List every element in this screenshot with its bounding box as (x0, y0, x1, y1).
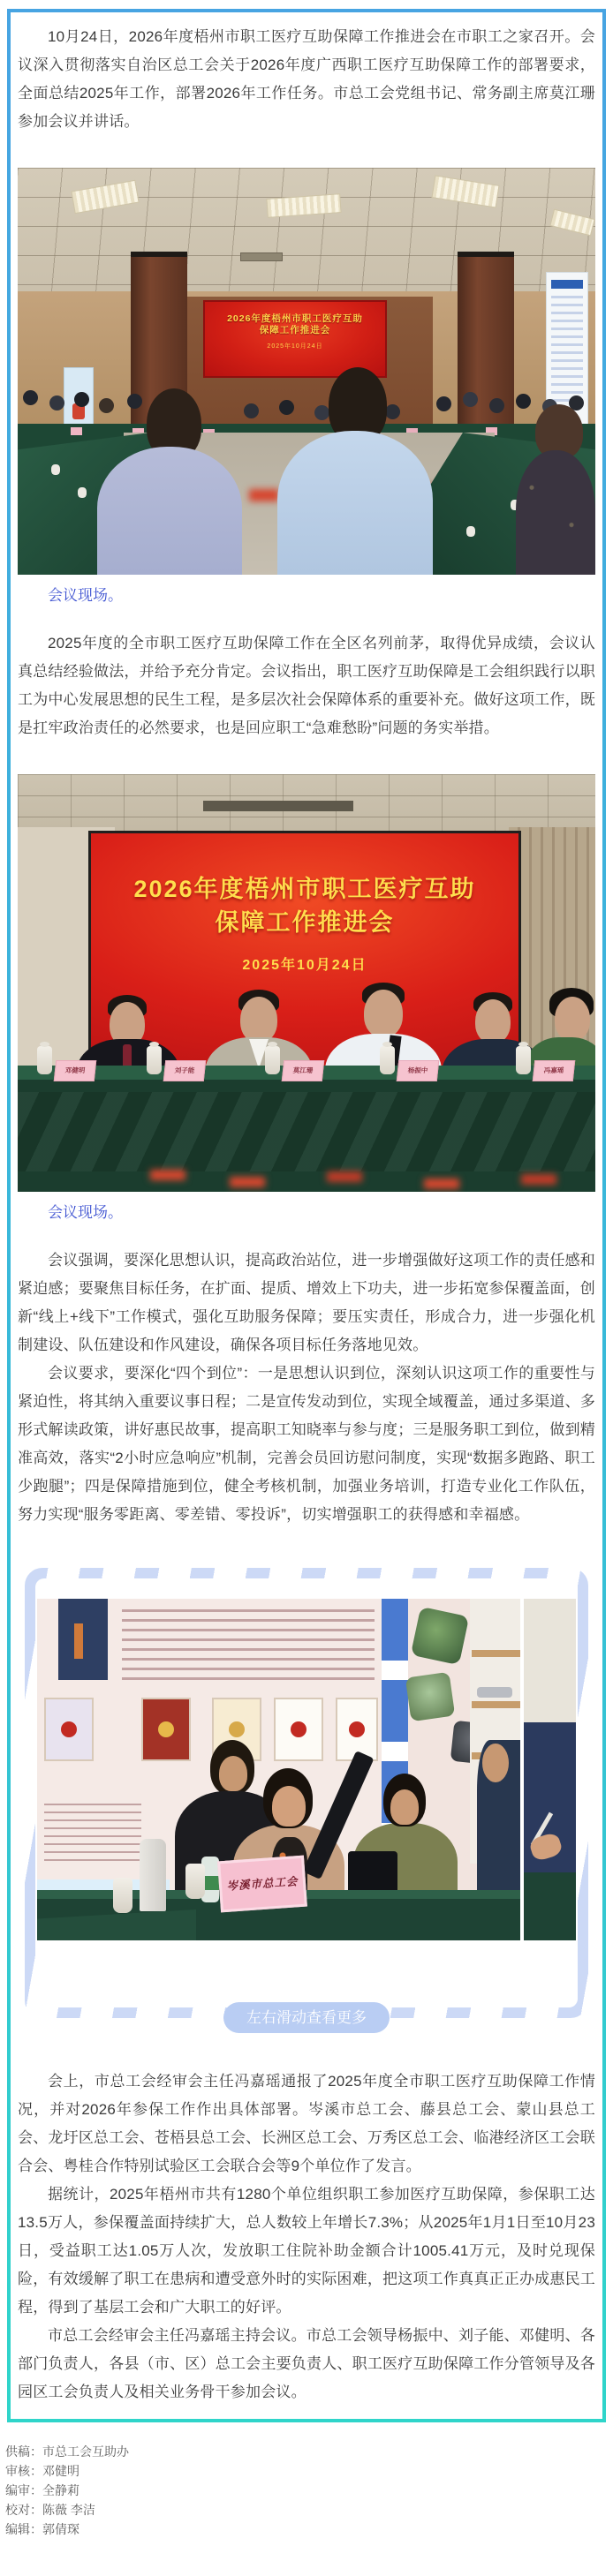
paragraph-emphasis: 会议强调，要深化思想认识，提高政治站位，进一步增强做好这项工作的责任感和紧迫感；要聚焦目标任务，在扩面、提质、增效上下功夫，进一步拓宽参保覆盖面，创新“线上+线下”工作模式，强化互助服务保障；要压实责任，形成合力，进一步强化机制建设、队伍建设和作风建设，确保各项目标任务落地见效。 (18, 1252, 595, 1353)
photo1-screen-title: 2026年度梧州市职工医疗互助 保障工作推进会 (227, 313, 363, 335)
photo-carousel-inner (35, 1578, 578, 2007)
photo2-tea-cup (380, 1046, 395, 1074)
photo2-tablecloth (18, 1092, 595, 1171)
photo-carousel-next-peek[interactable] (524, 1599, 576, 1940)
photo3-speaker-face (272, 1786, 306, 1827)
photo3-poster-text-2 (44, 1804, 141, 1865)
article-border-frame (7, 9, 606, 2422)
photo3-drone-model (477, 1687, 512, 1698)
photo2-screen-date: 2025年10月24日 (242, 958, 367, 973)
photo2-floor-reflection (150, 1170, 185, 1180)
photo2-name-card: 冯嘉瑶 (533, 1060, 576, 1081)
photo3-tea-cup (185, 1864, 205, 1899)
photo2-screen-title: 2026年度梧州市职工医疗互助 保障工作推进会 (133, 876, 476, 936)
photo2-name-card: 邓健明 (54, 1060, 97, 1081)
photo2-name-card: 杨振中 (397, 1060, 440, 1081)
photo3-man-right-face (482, 1744, 509, 1782)
swipe-hint-pill: 左右滑动查看更多 (223, 2002, 390, 2033)
photo1-air-vent (240, 252, 283, 261)
photo1-foreground-woman (516, 450, 595, 575)
photo2-tea-cup (147, 1046, 162, 1074)
photo-carousel-strip[interactable] (37, 1599, 576, 1940)
article-content (11, 12, 602, 2419)
photo1-screen-date: 2025年10月24日 (267, 343, 323, 350)
photo3-thermos (140, 1839, 166, 1911)
paragraph-reports: 会上，市总工会经审会主任冯嘉瑶通报了2025年度全市职工医疗互助保障工作情况，并对2026年参保工作作出具体部署。岑溪市总工会、藤县总工会、蒙山县总工会、龙圩区总工会、苍梧县总工会、长洲区总工会、万秀区总工会、临港经济区工会联合会、粤桂合作特别试验区工会联合会等9个单位作了发言。 (18, 2073, 595, 2174)
photo3-certificate (274, 1698, 323, 1761)
photo3-name-card: 岑溪市总工会 (217, 1856, 307, 1913)
photo2-person5-head (555, 997, 590, 1041)
photo1-led-screen (203, 300, 387, 378)
credit-line-proofreader: 校对：陈薇 李洁 (5, 2503, 95, 2517)
photo-caption: 会议现场。 (48, 1204, 123, 1221)
photo3-certificate (141, 1698, 191, 1761)
photo2-ceiling-vent (203, 801, 353, 811)
photo3b-table (524, 1872, 576, 1940)
photo-carousel[interactable] (25, 1568, 588, 2026)
credit-line-reviewer: 审核：邓健明 (5, 2464, 79, 2478)
photo3-poster-portrait (58, 1599, 108, 1680)
credit-line-contributor: 供稿：市总工会互助办 (5, 2444, 129, 2459)
paragraph-requirements: 会议要求，要深化“四个到位”：一是思想认识到位，深刻认识这项工作的重要性与紧迫性，将其纳入重要议事日程；二是宣传发动到位，实现全域覆盖，通过多渠道、多形式解读政策，讲好惠民故事，提高职工知晓率与参与度；三是服务职工到位，做到精准高效，落实“2小时应急响应”机制，完善会员回访慰问制度，实现“数据多跑路、职工少跑腿”；四是保障措施到位，健全考核机制，加强业务培训，打造专业化工作队伍，努力实现“服务零距离、零差错、零投诉”，切实增强职工的获得感和幸福感。 (18, 1365, 595, 1523)
photo1-foreground-man-left (97, 447, 242, 575)
photo3-wall-photo (405, 1672, 455, 1721)
photo2-tea-cup (516, 1046, 531, 1074)
photo1-attendees-row (23, 390, 38, 405)
paragraph-statistics: 据统计，2025年梧州市共有1280个单位组织职工参加医疗互助保障，参保职工达13.5万人，参保覆盖面持续扩大，总人数较上年增长7.3%；从2025年1月1日至10月23日，受益职工达1.05万人次，发放职工住院补助金额合计1005.41万元，及时兑现保险，有效缓解了职工在患病和遭受意外时的实际困难，把这项工作真真正正办成惠民工程，得到了基层工会和广大职工的好评。 (18, 2186, 595, 2316)
article-page (0, 9, 613, 2539)
credit-line-editor: 编辑：郭倩琛 (5, 2522, 79, 2536)
photo3-woman-olive-face (390, 1789, 419, 1825)
photo2-tea-cup (37, 1046, 52, 1074)
photo3-poster-text (122, 1609, 375, 1682)
photo2-tea-cup (265, 1046, 280, 1074)
photo1-name-cards (71, 427, 82, 435)
photo2-person3-head (364, 990, 403, 1037)
photo2-name-card: 莫江珊 (282, 1060, 325, 1081)
photo2-person4-head (475, 999, 511, 1043)
photo-leaders-head-table[interactable] (18, 774, 595, 1192)
photo1-wood-pillar-right (458, 252, 514, 435)
photo3-tea-cup (113, 1878, 132, 1913)
photo2-name-card: 刘子能 (163, 1060, 207, 1081)
photo-speaker-cenxi[interactable] (37, 1599, 520, 1940)
photo2-person2-head (240, 997, 277, 1043)
photo-caption: 会议现场。 (48, 587, 123, 604)
paragraph-attendees: 市总工会经审会主任冯嘉瑶主持会议。市总工会领导杨振中、刘子能、邓健明、各部门负责人，各县（市、区）总工会主要负责人、职工医疗互助保障工作分管领导及各园区工会负责人及相关业务骨干参加会议。 (18, 2327, 595, 2400)
photo1-foreground-man-right (277, 431, 433, 575)
credit-line-editor-reviewer: 编审：全静莉 (5, 2483, 79, 2497)
photo1-tea-cups (51, 464, 60, 475)
paragraph-intro: 10月24日，2026年度梧州市职工医疗互助保障工作推进会在市职工之家召开。会议深入贯彻落实自治区总工会关于2026年度广西职工医疗互助保障工作的部署要求，全面总结2025年工作，部署2026年工作任务。市总工会党组书记、常务副主席莫江珊参加会议并讲话。 (18, 28, 595, 130)
credits-block (5, 2442, 613, 2539)
paragraph-review: 2025年度的全市职工医疗互助保障工作在全区名列前茅，取得优异成绩，会议认真总结经验做法，并给予充分肯定。会议指出，职工医疗互助保障是工会组织践行以职工为中心发展思想的民生工程，是多层次社会保障体系的重要补充。做好这项工作，既是扛牢政治责任的必然要求，也是回应职工“急难愁盼”问题的务实举措。 (18, 635, 595, 736)
photo3-man-hoodie-face (219, 1756, 247, 1791)
photo3-certificate (44, 1698, 94, 1761)
photo3-shelf (472, 1650, 520, 1657)
photo3-wall-photo (411, 1607, 469, 1665)
photo-meeting-room-wide[interactable] (18, 168, 595, 575)
